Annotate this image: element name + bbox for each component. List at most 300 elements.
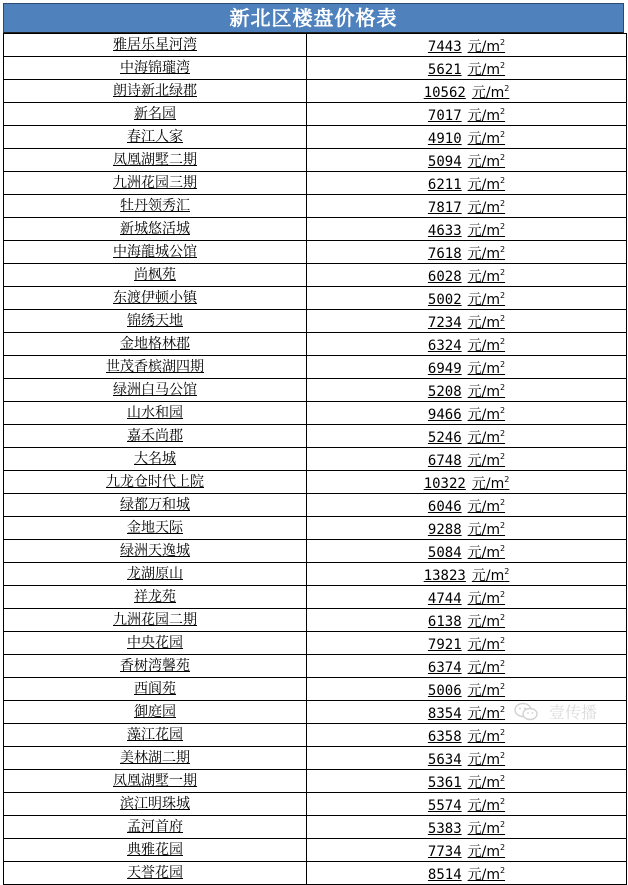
unit-area-symbol: m — [486, 591, 500, 607]
price-unit — [468, 499, 505, 515]
unit-superscript: 2 — [499, 751, 506, 760]
table-row — [4, 241, 627, 264]
price-value: 7443 — [427, 39, 462, 55]
unit-area-symbol: m — [486, 522, 500, 538]
unit-text: 元/ — [467, 798, 487, 814]
unit-superscript: 2 — [499, 406, 506, 415]
table-row — [4, 80, 627, 103]
unit-text: 元/ — [467, 407, 487, 423]
unit-text: 元/ — [467, 108, 487, 124]
unit-area-symbol: m — [486, 706, 500, 722]
property-name-cell: 锦绣天地 — [4, 310, 307, 333]
price-unit — [468, 292, 505, 308]
property-name-cell: 新名园 — [4, 103, 307, 126]
table-row — [4, 379, 627, 402]
price-unit — [468, 637, 505, 653]
unit-superscript: 2 — [499, 314, 506, 323]
property-name-cell: 大名城 — [4, 448, 307, 471]
property-name-cell: 御庭园 — [4, 701, 307, 724]
unit-text: 元/ — [467, 499, 487, 515]
price-value: 5002 — [427, 292, 462, 308]
table-row — [4, 218, 627, 241]
unit-superscript: 2 — [499, 199, 506, 208]
price-cell — [307, 678, 627, 701]
unit-text: 元/ — [467, 522, 487, 538]
price-value: 5574 — [427, 798, 462, 814]
price-cell — [307, 540, 627, 563]
unit-area-symbol: m — [486, 683, 500, 699]
property-name-cell: 美林湖二期 — [4, 747, 307, 770]
price-cell — [307, 356, 627, 379]
unit-superscript: 2 — [499, 337, 506, 346]
price-cell — [307, 862, 627, 885]
price-value: 6358 — [427, 729, 462, 745]
unit-text: 元/ — [471, 568, 491, 584]
price-cell — [307, 80, 627, 103]
unit-text: 元/ — [467, 637, 487, 653]
unit-text: 元/ — [467, 246, 487, 262]
price-value: 4910 — [427, 131, 462, 147]
unit-text: 元/ — [467, 775, 487, 791]
table-body — [4, 34, 627, 885]
price-unit — [468, 62, 505, 78]
unit-superscript: 2 — [499, 820, 506, 829]
price-value: 10562 — [423, 85, 466, 101]
unit-text: 元/ — [467, 683, 487, 699]
table-row — [4, 747, 627, 770]
unit-area-symbol: m — [490, 85, 505, 101]
price-cell — [307, 816, 627, 839]
unit-superscript: 2 — [499, 544, 506, 553]
unit-superscript: 2 — [499, 107, 506, 116]
price-unit — [468, 108, 505, 124]
unit-superscript: 2 — [499, 636, 506, 645]
price-cell — [307, 218, 627, 241]
unit-superscript: 2 — [499, 521, 506, 530]
unit-text: 元/ — [467, 384, 487, 400]
unit-area-symbol: m — [486, 315, 500, 331]
property-name-cell: 绿都万和城 — [4, 494, 307, 517]
unit-superscript: 2 — [499, 705, 506, 714]
price-value: 5383 — [427, 821, 462, 837]
property-name-cell: 九洲花园三期 — [4, 172, 307, 195]
unit-text: 元/ — [467, 223, 487, 239]
price-cell — [307, 333, 627, 356]
property-name-cell: 香树湾馨苑 — [4, 655, 307, 678]
unit-superscript: 2 — [499, 774, 506, 783]
unit-superscript: 2 — [499, 38, 506, 47]
property-name-cell: 龙湖原山 — [4, 563, 307, 586]
unit-text: 元/ — [467, 453, 487, 469]
price-unit — [468, 660, 505, 676]
table-row — [4, 816, 627, 839]
unit-text: 元/ — [467, 729, 487, 745]
price-unit — [468, 614, 505, 630]
price-unit — [468, 200, 505, 216]
price-value: 10322 — [423, 476, 466, 492]
property-name-cell: 绿洲白马公馆 — [4, 379, 307, 402]
unit-area-symbol: m — [486, 108, 500, 124]
price-unit — [468, 177, 505, 193]
unit-area-symbol: m — [486, 430, 500, 446]
property-name-cell: 凤凰湖墅一期 — [4, 770, 307, 793]
unit-superscript: 2 — [499, 590, 506, 599]
unit-text: 元/ — [467, 867, 487, 883]
price-cell — [307, 517, 627, 540]
unit-text: 元/ — [467, 752, 487, 768]
property-name-cell: 中海锦瓏湾 — [4, 57, 307, 80]
price-cell — [307, 793, 627, 816]
price-value: 7017 — [427, 108, 462, 124]
price-value: 4633 — [427, 223, 462, 239]
price-value: 5084 — [427, 545, 462, 561]
price-unit — [468, 223, 505, 239]
table-row — [4, 172, 627, 195]
unit-superscript: 2 — [499, 222, 506, 231]
unit-text: 元/ — [467, 39, 487, 55]
property-name-cell: 新城悠活城 — [4, 218, 307, 241]
price-value: 8514 — [427, 867, 462, 883]
unit-superscript: 2 — [504, 84, 510, 93]
price-cell — [307, 839, 627, 862]
property-name-cell: 世茂香槟湖四期 — [4, 356, 307, 379]
table-row — [4, 425, 627, 448]
unit-superscript: 2 — [499, 383, 506, 392]
price-unit — [468, 246, 505, 262]
price-cell — [307, 563, 627, 586]
unit-area-symbol: m — [486, 407, 500, 423]
unit-text: 元/ — [471, 476, 491, 492]
price-cell — [307, 264, 627, 287]
property-name-cell: 九龙仓时代上院 — [4, 471, 307, 494]
unit-area-symbol: m — [486, 867, 500, 883]
unit-text: 元/ — [467, 706, 487, 722]
table-row — [4, 793, 627, 816]
unit-superscript: 2 — [499, 452, 506, 461]
table-row — [4, 701, 627, 724]
watermark-text: 壹传播 — [549, 703, 598, 722]
property-name-cell: 典雅花园 — [4, 839, 307, 862]
price-value: 6138 — [427, 614, 462, 630]
table-row — [4, 839, 627, 862]
price-cell — [307, 241, 627, 264]
price-unit — [468, 315, 505, 331]
unit-superscript: 2 — [499, 130, 506, 139]
price-unit — [468, 384, 505, 400]
unit-area-symbol: m — [486, 453, 500, 469]
price-cell — [307, 103, 627, 126]
unit-superscript: 2 — [499, 360, 506, 369]
price-cell — [307, 195, 627, 218]
price-unit — [468, 407, 505, 423]
unit-area-symbol: m — [486, 844, 500, 860]
price-value: 5208 — [427, 384, 462, 400]
table-row — [4, 57, 627, 80]
price-value: 6949 — [427, 361, 462, 377]
price-unit — [468, 798, 505, 814]
price-cell — [307, 425, 627, 448]
table-row — [4, 103, 627, 126]
price-unit — [468, 545, 505, 561]
unit-area-symbol: m — [486, 39, 500, 55]
property-name-cell: 东渡伊顿小镇 — [4, 287, 307, 310]
unit-text: 元/ — [467, 591, 487, 607]
table-row — [4, 402, 627, 425]
price-value: 5006 — [427, 683, 462, 699]
price-value: 9466 — [427, 407, 462, 423]
property-name-cell: 滨江明珠城 — [4, 793, 307, 816]
price-unit — [468, 430, 505, 446]
price-cell — [307, 57, 627, 80]
price-unit — [468, 269, 505, 285]
price-unit — [468, 361, 505, 377]
unit-area-symbol: m — [486, 246, 500, 262]
table-title: 新北区楼盘价格表 — [3, 3, 624, 33]
property-name-cell: 朗诗新北绿郡 — [4, 80, 307, 103]
unit-area-symbol: m — [486, 131, 500, 147]
price-value: 5621 — [427, 62, 462, 78]
unit-text: 元/ — [467, 315, 487, 331]
price-sheet — [3, 3, 624, 885]
table-row — [4, 494, 627, 517]
property-name-cell: 春江人家 — [4, 126, 307, 149]
price-value: 6374 — [427, 660, 462, 676]
table-row — [4, 862, 627, 885]
table-row — [4, 586, 627, 609]
table-row — [4, 609, 627, 632]
table-row — [4, 195, 627, 218]
table-row — [4, 471, 627, 494]
table-row — [4, 310, 627, 333]
price-value: 5634 — [427, 752, 462, 768]
price-unit — [468, 154, 505, 170]
table-row — [4, 517, 627, 540]
unit-text: 元/ — [467, 821, 487, 837]
unit-superscript: 2 — [499, 843, 506, 852]
unit-area-symbol: m — [486, 269, 500, 285]
unit-superscript: 2 — [499, 291, 506, 300]
unit-text: 元/ — [467, 660, 487, 676]
price-unit — [468, 131, 505, 147]
price-value: 6748 — [427, 453, 462, 469]
unit-area-symbol: m — [486, 62, 500, 78]
price-cell — [307, 655, 627, 678]
price-cell — [307, 287, 627, 310]
unit-superscript: 2 — [499, 613, 506, 622]
price-cell — [307, 701, 627, 724]
price-value: 6211 — [427, 177, 462, 193]
table-row — [4, 126, 627, 149]
table-row — [4, 563, 627, 586]
property-name-cell: 祥龙苑 — [4, 586, 307, 609]
price-unit — [468, 683, 505, 699]
unit-superscript: 2 — [499, 659, 506, 668]
unit-text: 元/ — [467, 200, 487, 216]
price-cell — [307, 770, 627, 793]
table-row — [4, 287, 627, 310]
price-cell — [307, 471, 627, 494]
price-unit — [468, 821, 505, 837]
price-cell — [307, 149, 627, 172]
price-unit — [468, 844, 505, 860]
unit-text: 元/ — [467, 430, 487, 446]
property-name-cell: 嘉禾尚郡 — [4, 425, 307, 448]
price-value: 5361 — [427, 775, 462, 791]
unit-area-symbol: m — [486, 200, 500, 216]
price-value: 7921 — [427, 637, 462, 653]
unit-area-symbol: m — [486, 338, 500, 354]
price-value: 4744 — [427, 591, 462, 607]
price-value: 6046 — [427, 499, 462, 515]
unit-text: 元/ — [471, 85, 491, 101]
property-name-cell: 尚枫苑 — [4, 264, 307, 287]
price-value: 5094 — [427, 154, 462, 170]
price-cell — [307, 632, 627, 655]
unit-superscript: 2 — [499, 176, 506, 185]
property-name-cell: 九洲花园二期 — [4, 609, 307, 632]
table-row — [4, 724, 627, 747]
property-name-cell: 牡丹领秀汇 — [4, 195, 307, 218]
unit-superscript: 2 — [504, 567, 510, 576]
property-name-cell: 凤凰湖墅二期 — [4, 149, 307, 172]
property-name-cell: 绿洲天逸城 — [4, 540, 307, 563]
price-cell — [307, 34, 627, 57]
unit-text: 元/ — [467, 614, 487, 630]
unit-area-symbol: m — [486, 821, 500, 837]
price-value: 6324 — [427, 338, 462, 354]
unit-superscript: 2 — [499, 245, 506, 254]
unit-area-symbol: m — [486, 729, 500, 745]
unit-text: 元/ — [467, 338, 487, 354]
price-unit — [472, 476, 509, 492]
unit-superscript: 2 — [499, 429, 506, 438]
price-unit — [468, 39, 505, 55]
unit-superscript: 2 — [504, 475, 510, 484]
unit-area-symbol: m — [490, 476, 505, 492]
unit-text: 元/ — [467, 844, 487, 860]
property-name-cell: 藻江花园 — [4, 724, 307, 747]
price-value: 7618 — [427, 246, 462, 262]
unit-area-symbol: m — [486, 361, 500, 377]
unit-superscript: 2 — [499, 61, 506, 70]
unit-area-symbol: m — [486, 499, 500, 515]
unit-superscript: 2 — [499, 498, 506, 507]
price-value: 13823 — [423, 568, 466, 584]
property-name-cell: 孟河首府 — [4, 816, 307, 839]
table-row — [4, 149, 627, 172]
price-cell — [307, 724, 627, 747]
price-cell — [307, 172, 627, 195]
price-unit — [468, 775, 505, 791]
unit-superscript: 2 — [499, 682, 506, 691]
table-row — [4, 264, 627, 287]
unit-text: 元/ — [467, 361, 487, 377]
unit-text: 元/ — [467, 545, 487, 561]
table-row — [4, 448, 627, 471]
unit-area-symbol: m — [486, 660, 500, 676]
price-cell — [307, 747, 627, 770]
unit-area-symbol: m — [486, 637, 500, 653]
price-cell — [307, 402, 627, 425]
table-row — [4, 678, 627, 701]
table-row — [4, 540, 627, 563]
property-name-cell: 雅居乐星河湾 — [4, 34, 307, 57]
property-name-cell: 中央花园 — [4, 632, 307, 655]
table-row — [4, 632, 627, 655]
property-name-cell: 中海龍城公馆 — [4, 241, 307, 264]
unit-superscript: 2 — [499, 153, 506, 162]
unit-area-symbol: m — [486, 752, 500, 768]
unit-text: 元/ — [467, 62, 487, 78]
unit-superscript: 2 — [499, 728, 506, 737]
table-row — [4, 34, 627, 57]
property-name-cell: 金地格林郡 — [4, 333, 307, 356]
price-unit — [472, 85, 509, 101]
unit-superscript: 2 — [499, 866, 506, 875]
unit-area-symbol: m — [486, 292, 500, 308]
property-name-cell: 西阆苑 — [4, 678, 307, 701]
price-unit — [468, 453, 505, 469]
price-unit — [468, 752, 505, 768]
property-name-cell: 金地天际 — [4, 517, 307, 540]
price-cell — [307, 448, 627, 471]
price-cell — [307, 379, 627, 402]
table-row — [4, 333, 627, 356]
unit-superscript: 2 — [499, 797, 506, 806]
property-name-cell: 山水和园 — [4, 402, 307, 425]
price-unit — [468, 729, 505, 745]
price-table — [3, 33, 627, 885]
price-cell — [307, 126, 627, 149]
price-unit — [468, 522, 505, 538]
price-value: 7734 — [427, 844, 462, 860]
unit-text: 元/ — [467, 292, 487, 308]
unit-area-symbol: m — [486, 177, 500, 193]
price-unit — [468, 706, 505, 722]
price-unit — [472, 568, 509, 584]
price-value: 5246 — [427, 430, 462, 446]
unit-area-symbol: m — [486, 154, 500, 170]
unit-area-symbol: m — [486, 384, 500, 400]
unit-area-symbol: m — [486, 775, 500, 791]
price-cell — [307, 310, 627, 333]
unit-superscript: 2 — [499, 268, 506, 277]
unit-text: 元/ — [467, 177, 487, 193]
price-value: 6028 — [427, 269, 462, 285]
unit-area-symbol: m — [486, 614, 500, 630]
unit-area-symbol: m — [486, 798, 500, 814]
property-name-cell: 天誉花园 — [4, 862, 307, 885]
unit-text: 元/ — [467, 269, 487, 285]
unit-area-symbol: m — [486, 545, 500, 561]
price-unit — [468, 867, 505, 883]
price-value: 7817 — [427, 200, 462, 216]
unit-text: 元/ — [467, 154, 487, 170]
price-unit — [468, 591, 505, 607]
price-cell — [307, 609, 627, 632]
price-cell — [307, 586, 627, 609]
price-cell — [307, 494, 627, 517]
price-value: 8354 — [427, 706, 462, 722]
table-row — [4, 655, 627, 678]
price-value: 7234 — [427, 315, 462, 331]
unit-text: 元/ — [467, 131, 487, 147]
price-value: 9288 — [427, 522, 462, 538]
unit-area-symbol: m — [486, 223, 500, 239]
table-row — [4, 356, 627, 379]
unit-area-symbol: m — [490, 568, 505, 584]
table-row — [4, 770, 627, 793]
